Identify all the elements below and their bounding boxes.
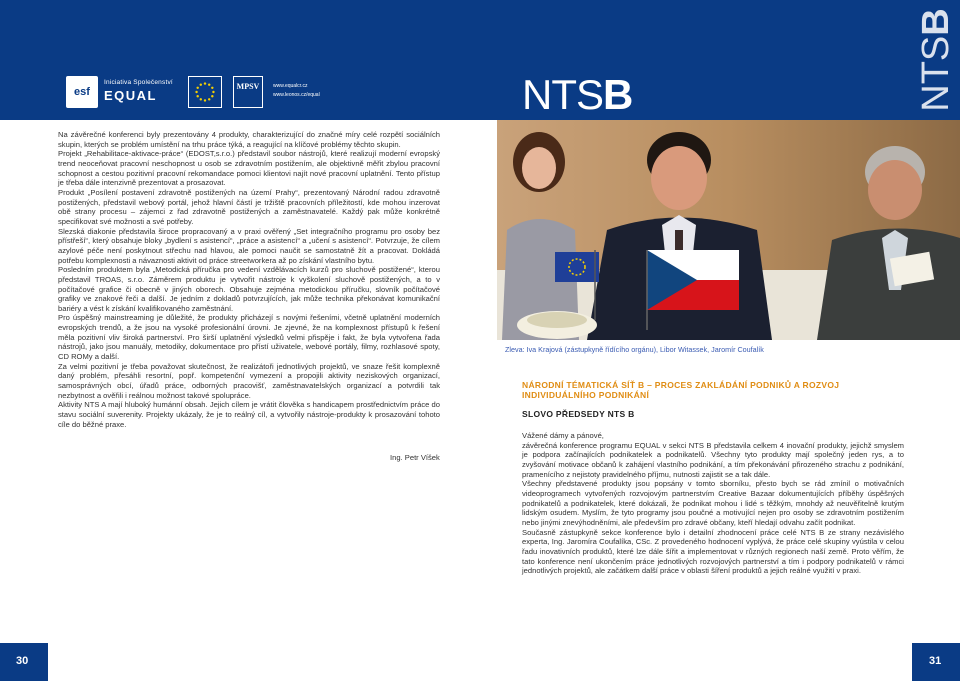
greeting: Vážené dámy a pánové,: [522, 431, 604, 440]
page-number-left: 30: [16, 655, 29, 667]
nts-b-vertical-label: [917, 8, 955, 111]
mpsv-logo: MPSV: [233, 76, 263, 108]
left-paragraph: Za velmi pozitivní je třeba považovat skutečnost, že realizátoři jednotlivých projektů, ve snaze řešit komplexně daný problém, přesáhli resortní, popř. kompetenční vymezení a propojili aktivity neziskových organizací, samosprávných obcí, úřadů práce, odborných pracovišť, zaměstnavatelských organizací a potvrdili tak nezbytnost a ověřili i reálnou možnost takové spolupráce.: [58, 361, 440, 400]
right-paragraph: Současně zástupkyně sekce konference bylo i detailní zhodnocení práce celé NTS B ze strany nezávislého experta, Ing. Jaromíra Coufalíka, CSc. Z provedeného hodnocení vyplývá, že práce celé skupiny vyústila v celou řadu inovativních produktů, které lze dále šířit a implementovat v různých regionech naší země. Proto věřím, že tato konference není ukončením práce jednotlivých rozvojových partnerství a tím i podpory podnikatelů v rámci jednotlivých projektů, ale začátkem další práce v oblasti šíření produktů a jejich reálné využití v praxi.: [522, 527, 904, 576]
eu-flag-icon: [188, 76, 222, 108]
photo-caption: Zleva: Iva Krajová (zástupkyně řídícího orgánu), Libor Witassek, Jaromír Coufalík: [505, 345, 764, 354]
nts-title-b: B: [603, 71, 633, 118]
left-paragraph: Na závěrečné konferenci byly prezentovány 4 produkty, charakterizující do značné míry celé rozpětí sociálních skupin, kterých se problém umístění na trhu práce týká, a reagující na klíčové problémy těchto skupin.: [58, 130, 440, 149]
left-paragraph: Aktivity NTS A mají hluboký humánní obsah. Jejich cílem je vrátit člověka s handicapem prostřednictvím práce do stavu sociální suverenity. Projekty ukázaly, že je to reálný cíl, a vytvořily nástroje-produkty k prosazování tohoto cíle do běžné praxe.: [58, 400, 440, 429]
left-paragraph: Produkt „Posílení postavení zdravotně postižených na území Prahy“, prezentovaný Národní radou zdravotně postižených, představil webový portál, jehož hlavní částí je tržiště pracovních příležitostí, kde mohou inzerovat obě strany procesu – zájemci z řad zdravotně postižených a zaměstnavatelé. Každý pak může konkrétně specifikovat své možnosti a své potřeby.: [58, 187, 440, 226]
left-paragraph: Projekt „Rehabilitace-aktivace-práce“ (EDOST,s.r.o.) představil soubor nástrojů, které realizují moderní evropský trend neoceňovat pracovní neschopnost u osob se zdravotním postižením, ale objektivně měřit zbylou pracovní schopnost a cestou pozitivní pracovní rekomandace pomoci klientovi najít nové pracovní uplatnění. Tento přístup je třeba dále intenzivně prezentovat a prosazovat.: [58, 149, 440, 188]
left-paragraph: Slezská diakonie představila široce propracovaný a v praxi ověřený „Set integračního programu pro osoby bez přístřeší“, který obsahuje bloky „bydlení s asistencí“, „práce a asistencí“ a „učení s asistencí“. Potvrzuje, že cílem azylové péče není poskytnout střechu nad hlavou, ale pomoci naučit se samostatně žít a pracovat. Dokládá potřebu komplexnosti a návaznosti aktivit od práce streetworkera až po získání vlastního bytu.: [58, 226, 440, 265]
nts-b-title: [522, 71, 633, 118]
right-paragraph: Všechny představené produkty jsou popsány v tomto sborníku, přesto bych se rád zmínil o motivačních videoprogramech vytvořených rozvojovým partnerstvím Creative Bazaar dokumentujících příběhy úspěšných podnikatelů a podnikatelek, které dokázali, že podnikat mohou i lidé s těžkým, mnohdy až neuvěřitelně krutým lidským osudem. Myslím, že tyto programy jsou poučné a motivující nejen pro osoby se zdravotním postižením nebo jinými znevýhodněními, ale především pro zdravé občany, kteří hledají odvahu začít podnikat.: [522, 479, 904, 527]
left-paragraph: Pro úspěšný mainstreaming je důležité, že produkty přicházejí s novými řešeními, včetně uplatnění moderních evropských trendů, a že jsou na vysoké profesionální úrovni. Je zjevné, že na komplexnost přístupů k řešení měla pozitivní vliv široká partnerství. Pro širší uplatnění výsledků velmi přispěje i fakt, že byla vytvořena řada nástrojů, jako jsou manuály, metodiky, dokumentace pro přístí uživatele, webové portály, filmy, rozhlasové spoty, CD ROMy a další.: [58, 313, 440, 362]
initiative-label: Iniciativa Společenství: [104, 79, 173, 86]
conference-photo: [497, 120, 960, 340]
partner-logos: [66, 76, 336, 108]
logo-urls: [273, 82, 320, 100]
section-title: NÁRODNÍ TÉMATICKÁ SÍŤ B – PROCES ZAKLÁDÁNÍ PODNIKŮ A ROZVOJ INDIVIDUÁLNÍHO PODNIKÁNÍ: [522, 380, 840, 400]
left-paragraph: Posledním produktem byla „Metodická příručka pro vedení vzdělávacích kurzů pro sluchově postižené“, kterou představil TROAS, s.r.o. Záměrem produktu je vytvořit nástroje k vyškolení sluchově postižených, a to v počítačové grafice či obecně v jiných oborech. Obsahuje zejména metodickou příručku, slovník počítačové grafiky ve znakové řeči a další. Je jedním z dokladů potvrzujících, jak může technika překonávat komunikační bariéry a vést k získání kvalifikovaného zaměstnání.: [58, 265, 440, 313]
signature: Ing. Petr Víšek: [390, 453, 440, 462]
url-leonos: www.leonos.cz/equal: [273, 92, 320, 98]
url-equalcr: www.equalcr.cz: [273, 83, 308, 89]
nts-vertical-text: NTS: [915, 35, 957, 112]
nts-title-text: NTS: [522, 71, 603, 118]
nts-vertical-b: B: [915, 8, 957, 36]
right-article-body: [522, 431, 904, 576]
equal-logo: EQUAL: [104, 88, 157, 103]
right-paragraph: závěrečná konference programu EQUAL v sekci NTS B představila celkem 4 inovační produkty, jejichž smyslem je podpora začínajících podnikatelek a podnikatelů. Všechny tyto produkty mají společný jeden rys, a to zvyšování motivace občanů k zahájení vlastního podnikání, a tím překonávání přirozeného strachu z podnikání, pramenícího z nejistoty pravidelného příjmu, nutnosti zajistit se a tak dále.: [522, 440, 904, 479]
left-article-body: [58, 130, 440, 429]
esf-logo: esf: [66, 76, 98, 108]
page-number-right: 31: [929, 655, 942, 667]
sub-title: SLOVO PŘEDSEDY NTS B: [522, 409, 635, 419]
